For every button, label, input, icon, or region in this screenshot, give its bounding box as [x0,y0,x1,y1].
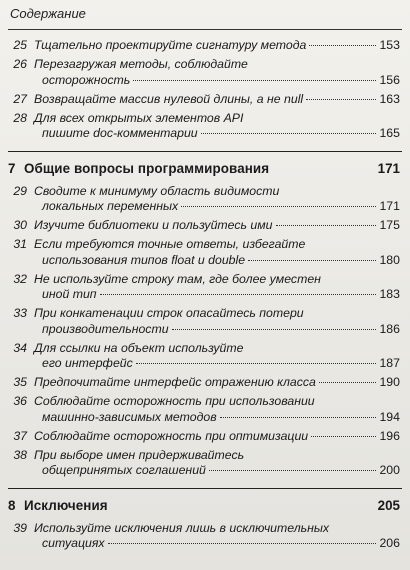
item-last-line [34,218,400,234]
dot-leader [311,436,376,437]
toc-entry [0,375,410,391]
item-line-text: общепринятых соглашений [42,463,206,477]
item-text [34,521,410,552]
toc-entry [0,341,410,372]
item-number: 28 [13,110,27,125]
item-last-line [34,322,400,338]
dot-leader [306,99,376,100]
dot-leader [100,294,377,295]
item-text [34,111,410,142]
item-last-line [34,73,400,89]
item-page-number: 165 [379,126,400,140]
item-line-text: иной тип [42,287,97,301]
item-page-number: 186 [379,321,400,336]
item-text [34,184,410,215]
dot-leader [136,363,377,364]
toc-entry [0,306,410,337]
item-page-number: 163 [379,91,400,106]
item-page-number: 180 [379,252,400,267]
item-line-text: При конкатенации строк опасайтесь потери [34,306,304,320]
item-page-number: 194 [379,409,400,424]
item-line-text: пишите doc-комментарии [42,126,198,140]
toc-entry [0,218,410,234]
item-page-number: 187 [379,356,400,370]
toc-entry [0,521,410,552]
toc-entry [0,92,410,108]
item-last-line [34,287,400,303]
item-text [34,448,410,479]
dot-leader [172,329,377,330]
item-last-line [34,429,400,445]
item-number: 34 [13,340,27,355]
item-last-line [34,92,400,108]
item-line-text: использования типов float и double [42,252,246,267]
item-number: 31 [13,237,27,251]
item-number: 33 [13,306,27,320]
toc-entry [0,448,410,479]
item-page-number: 175 [379,218,400,232]
item-text [34,38,410,54]
item-text [34,57,410,88]
chapter-heading [8,151,402,178]
item-line-text: Если требуются точные ответы, избегайте [34,237,306,251]
item-line-text: Тщательно проектируйте сигнатуру метода [34,38,307,52]
item-last-line [34,253,400,269]
item-last-line [34,410,400,426]
item-last-line [34,126,400,142]
item-page-number: 190 [379,375,400,389]
chapter-number: 7 [8,160,16,176]
item-page-number: 156 [379,72,400,87]
item-text [34,218,410,234]
item-page-number: 206 [379,536,400,550]
item-line-text: Сводите к минимуму область видимости [34,183,280,198]
item-last-line [34,38,400,54]
item-line-text: ситуациях [42,536,105,550]
item-number: 35 [13,375,27,389]
dot-leader [108,543,377,544]
chapter-number: 8 [8,497,16,513]
dot-leader [201,133,377,134]
item-text [34,306,410,337]
dot-leader [319,382,377,383]
item-number: 29 [13,183,27,198]
item-number: 38 [13,447,27,462]
toc-entry [0,57,410,88]
chapter-heading [8,488,402,515]
item-number: 36 [13,394,27,408]
dot-leader [309,45,376,46]
item-number: 26 [13,57,27,71]
dot-leader [220,417,377,418]
chapter-page-number: 171 [377,160,400,176]
item-line-text: Изучите библиотеки и пользуйтесь ими [34,218,273,232]
item-text [34,272,410,303]
item-number: 32 [13,271,27,286]
dot-leader [276,225,377,226]
item-line-text: осторожность [42,72,131,87]
item-last-line [34,375,400,391]
item-text [34,394,410,425]
table-of-contents [0,38,410,555]
item-page-number: 171 [379,199,400,213]
item-text [34,341,410,372]
item-number: 37 [13,428,27,443]
item-text [34,429,410,445]
toc-entry [0,111,410,142]
item-last-line [34,199,400,215]
item-number: 30 [13,218,27,232]
item-line-text: Соблюдайте осторожность при использовании [34,394,315,408]
item-number: 27 [13,91,27,106]
toc-entry [0,429,410,445]
running-header: Содержание [10,6,86,21]
item-text [34,375,410,391]
item-text [34,92,410,108]
toc-entry [0,272,410,303]
item-line-text: локальных переменных [42,199,179,213]
toc-entry [0,394,410,425]
chapter-title: Исключения [24,497,108,513]
item-line-text: Перезагружая методы, соблюдайте [34,57,248,71]
item-line-text: Для всех открытых элементов API [34,110,244,125]
item-line-text: Для ссылки на объект используйте [34,340,244,355]
item-page-number: 196 [379,428,400,443]
item-line-text: Используйте исключения лишь в исключительных [34,520,330,535]
item-last-line [34,356,400,372]
item-page-number: 153 [379,38,400,52]
item-page-number: 200 [379,463,400,477]
dot-leader [181,206,376,207]
item-number: 25 [13,38,27,52]
item-page-number: 183 [379,287,400,301]
chapter-title: Общие вопросы программирования [24,160,270,176]
item-line-text: Возвращайте массив нулевой длины, а не null [34,91,304,106]
dot-leader [133,80,376,81]
dot-leader [248,260,376,261]
item-line-text: Предпочитайте интерфейс отражению класса [34,375,316,389]
dot-leader [209,470,377,471]
chapter-page-number: 205 [377,497,400,513]
item-line-text: Не используйте строку там, где более уместен [34,271,321,286]
toc-entry [0,184,410,215]
header-rule [8,29,402,30]
item-line-text: Соблюдайте осторожность при оптимизации [34,428,309,443]
item-last-line [34,536,400,552]
toc-entry [0,237,410,268]
item-last-line [34,463,400,479]
item-line-text: При выборе имен придерживайтесь [34,447,245,462]
item-line-text: машинно-зависимых методов [42,409,217,424]
item-number: 39 [13,520,27,535]
item-text [34,237,410,268]
item-line-text: его интерфейс [42,356,133,370]
toc-entry [0,38,410,54]
item-line-text: производительности [42,321,169,336]
